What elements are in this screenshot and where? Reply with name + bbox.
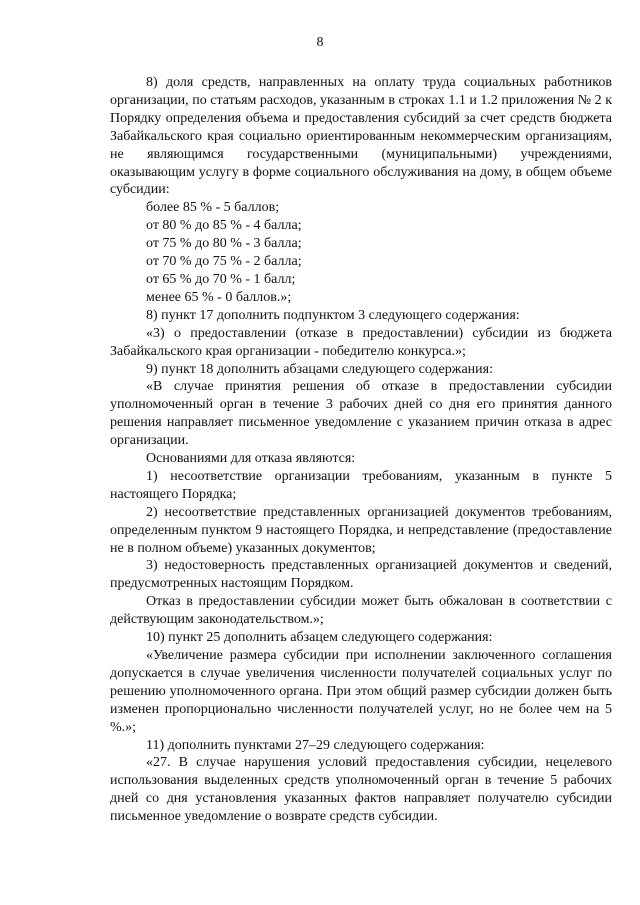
paragraph: 1) несоответствие организации требованиям, указанным в пункте 5 настоящего Порядка; <box>110 468 612 502</box>
paragraph: от 65 % до 70 % - 1 балл; <box>146 271 296 287</box>
paragraph: 11) дополнить пунктами 27–29 следующего содержания: <box>146 737 485 753</box>
paragraph: 8) пункт 17 дополнить подпунктом 3 следующего содержания: <box>146 307 520 323</box>
paragraph: от 75 % до 80 % - 3 балла; <box>146 236 302 252</box>
paragraph: 8) доля средств, направленных на оплату труда социальных работников организации, по статьям расходов, указанным в строках 1.1 и 1.2 приложения № 2 к Порядку определения объема и предоставления субсидий за счет средств бюджета Забайкальского края социально ориентированным некоммерческим организациям, не являющимся государственными (муниципальными) учреждениями, оказывающим услугу в форме социального обслуживания на дому, в общем объеме субсидии: <box>110 75 612 198</box>
paragraph: более 85 % - 5 баллов; <box>146 200 280 216</box>
page-number: 8 <box>316 35 324 50</box>
paragraph: от 80 % до 85 % - 4 балла; <box>146 218 302 234</box>
document-body <box>110 74 612 826</box>
paragraph: «3) о предоставлении (отказе в предоставлении) субсидии из бюджета Забайкальского края организации - победителю конкурса.»; <box>110 325 612 359</box>
paragraph: Основаниями для отказа являются: <box>146 451 356 467</box>
paragraph: «27. В случае нарушения условий предоставления субсидии, нецелевого использования выделенных средств уполномоченный орган в течение 5 рабочих дней со дня установления указанных фактов направляет получателю субсидии письменное уведомление о возврате средств субсидии. <box>110 755 612 825</box>
paragraph: «В случае принятия решения об отказе в предоставлении субсидии уполномоченный орган в течение 3 рабочих дней со дня его принятия данного решения направляет письменное уведомление с указанием причин отказа в адрес организации. <box>110 379 612 449</box>
paragraph: Отказ в предоставлении субсидии может быть обжалован в соответствии с действующим законодательством.»; <box>110 594 612 628</box>
paragraph: 9) пункт 18 дополнить абзацами следующего содержания: <box>146 361 493 377</box>
paragraph: 10) пункт 25 дополнить абзацем следующего содержания: <box>146 630 493 646</box>
paragraph: 2) несоответствие представленных организацией документов требованиям, определенным пунктом 9 настоящего Порядка, и непредставление (предоставление не в полном объеме) указанных документов; <box>110 504 612 556</box>
paragraph: менее 65 % - 0 баллов.»; <box>146 289 292 305</box>
paragraph: 3) недостоверность представленных организацией документов и сведений, предусмотренных настоящим Порядком. <box>110 558 612 592</box>
paragraph: от 70 % до 75 % - 2 балла; <box>146 254 302 270</box>
paragraph: «Увеличение размера субсидии при исполнении заключенного соглашения допускается в случае увеличения численности получателей социальных услуг по решению уполномоченного органа. При этом общий размер субсидии должен быть изменен пропорционально численности получателей услуг, но не более чем на 5 %.»; <box>110 648 612 735</box>
